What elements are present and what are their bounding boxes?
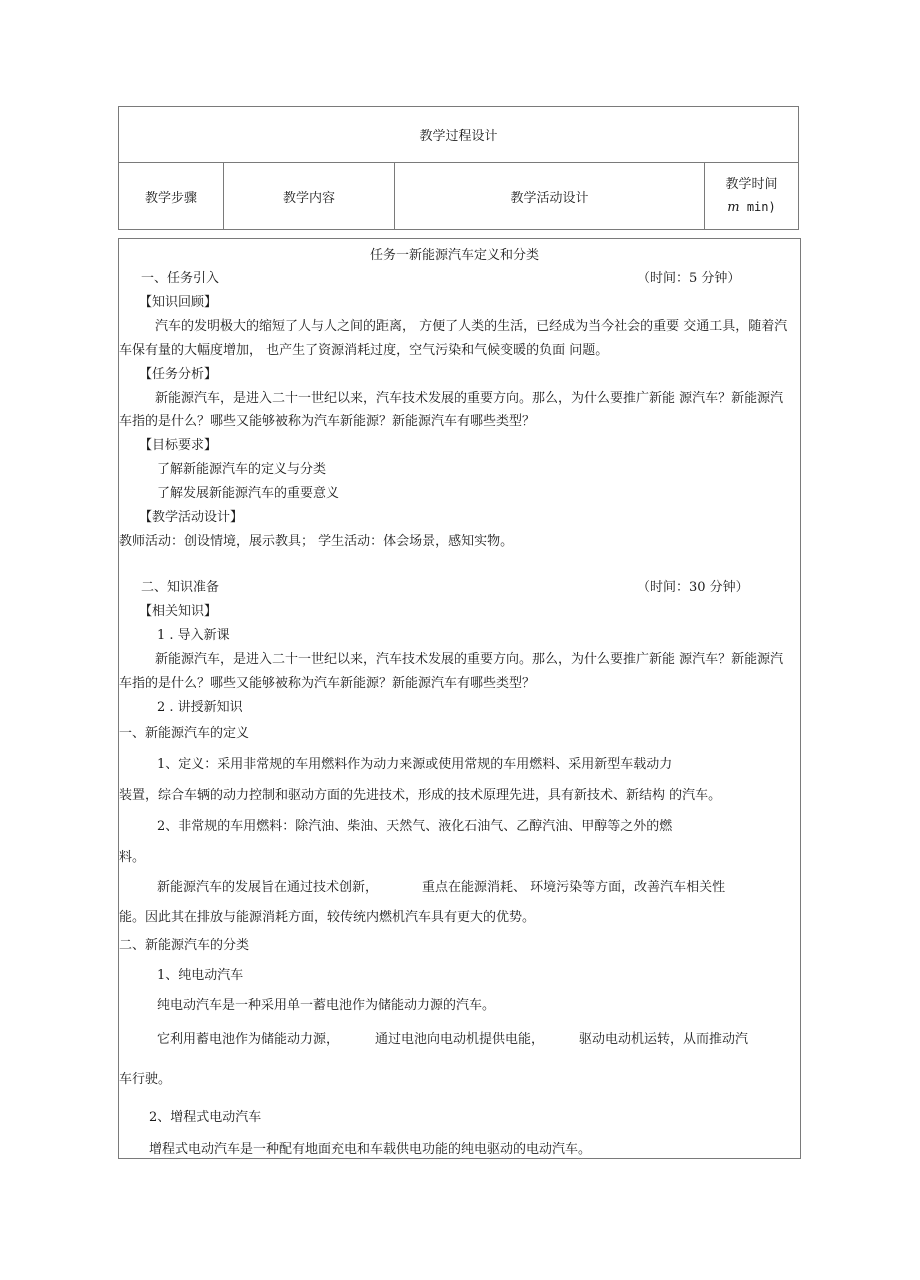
- teach-new-knowledge-item: 2 . 讲授新知识: [157, 700, 243, 715]
- section-1-time: （时间：5 分钟）: [637, 271, 741, 286]
- classification-heading: 二、新能源汽车的分类: [119, 938, 250, 953]
- teaching-activity-text: 教师活动：创设情境，展示教具； 学生活动：体会场景，感知实物。: [119, 534, 514, 549]
- column-time-unit-m: m: [727, 199, 740, 215]
- column-time-unit-min: min): [739, 199, 776, 214]
- table-title-row: [119, 107, 798, 163]
- bev-paragraph-1: 纯电动汽车是一种采用单一蓄电池作为储能动力源的汽车。: [157, 998, 496, 1013]
- task-analysis-label: 【任务分析】: [139, 367, 218, 382]
- lesson-process-table: [118, 106, 799, 230]
- goal-item-2: 了解发展新能源汽车的重要意义: [157, 486, 340, 501]
- bev-paragraph-2c: 驱动电动机运转，从而推动汽: [579, 1032, 749, 1047]
- definition-2-line-1: 2、非常规的车用燃料：除汽油、柴油、天然气、液化石油气、乙醇汽油、甲醇等之外的燃: [157, 819, 673, 834]
- column-time-label: 教学时间: [725, 176, 778, 192]
- section-1-heading: 一、任务引入: [141, 271, 220, 286]
- teaching-activity-label: 【教学活动设计】: [139, 510, 244, 525]
- column-time-unit: [727, 196, 775, 219]
- lesson-content-box: [118, 238, 801, 1159]
- definition-1-line-2: 装置，综合车辆的动力控制和驱动方面的先进技术，形成的技术原理先进，具有新技术、新结构 的汽车。: [119, 788, 722, 803]
- development-line-1b: 重点在能源消耗、 环境污染等方面，改善汽车相关性: [422, 880, 726, 895]
- bev-paragraph-2-line-2: 车行驶。: [119, 1072, 172, 1087]
- column-activity: 教学活动设计: [395, 163, 705, 229]
- definition-2-line-2: 料。: [119, 850, 146, 865]
- analysis-paragraph-line-2: 车指的是什么？哪些又能够被称为汽车新能源？新能源汽车有哪些类型？: [119, 414, 536, 429]
- erev-title: 2、增程式电动汽车: [149, 1110, 262, 1125]
- review-paragraph-line-1: 汽车的发明极大的缩短了人与人之间的距离， 方便了人类的生活，已经成为当今社会的重要 交通工具，随着汽: [155, 319, 788, 334]
- erev-paragraph: 增程式电动汽车是一种配有地面充电和车载供电功能的纯电驱动的电动汽车。: [149, 1142, 592, 1157]
- bev-paragraph-2a: 它利用蓄电池作为储能动力源，: [157, 1032, 340, 1047]
- development-line-2: 能。因此其在排放与能源消耗方面，较传统内燃机汽车具有更大的优势。: [119, 910, 536, 925]
- table-column-header-row: [119, 163, 798, 229]
- development-line-1a: 新能源汽车的发展旨在通过技术创新，: [157, 880, 379, 895]
- column-time: [705, 163, 798, 229]
- table-title: 教学过程设计: [419, 129, 498, 144]
- goal-requirements-label: 【目标要求】: [139, 438, 218, 453]
- goal-item-1: 了解新能源汽车的定义与分类: [157, 462, 327, 477]
- intro-lesson-item: 1 . 导入新课: [157, 628, 230, 643]
- definition-1-line-1: 1、定义：采用非常规的车用燃料作为动力来源或使用常规的车用燃料、采用新型车载动力: [157, 757, 673, 772]
- bev-paragraph-2b: 通过电池向电动机提供电能，: [375, 1032, 545, 1047]
- definition-heading: 一、新能源汽车的定义: [119, 726, 250, 741]
- review-paragraph-line-2: 车保有量的大幅度增加， 也产生了资源消耗过度，空气污染和气候变暖的负面 问题。: [119, 343, 609, 358]
- intro-paragraph-line-1: 新能源汽车，是进入二十一世纪以来，汽车技术发展的重要方向。那么，为什么要推广新能 源汽车？新能源汽: [155, 652, 784, 667]
- intro-paragraph-line-2: 车指的是什么？哪些又能够被称为汽车新能源？新能源汽车有哪些类型？: [119, 676, 536, 691]
- column-step: 教学步骤: [119, 163, 224, 229]
- bev-title: 1、纯电动汽车: [157, 968, 244, 983]
- section-2-heading: 二、知识准备: [141, 580, 220, 595]
- knowledge-review-label: 【知识回顾】: [139, 295, 218, 310]
- column-content: 教学内容: [224, 163, 395, 229]
- task-title: 任务一新能源汽车定义和分类: [370, 248, 540, 263]
- section-2-time: （时间：30 分钟）: [637, 580, 749, 595]
- related-knowledge-label: 【相关知识】: [139, 604, 218, 619]
- analysis-paragraph-line-1: 新能源汽车，是进入二十一世纪以来，汽车技术发展的重要方向。那么，为什么要推广新能 源汽车？新能源汽: [155, 391, 784, 406]
